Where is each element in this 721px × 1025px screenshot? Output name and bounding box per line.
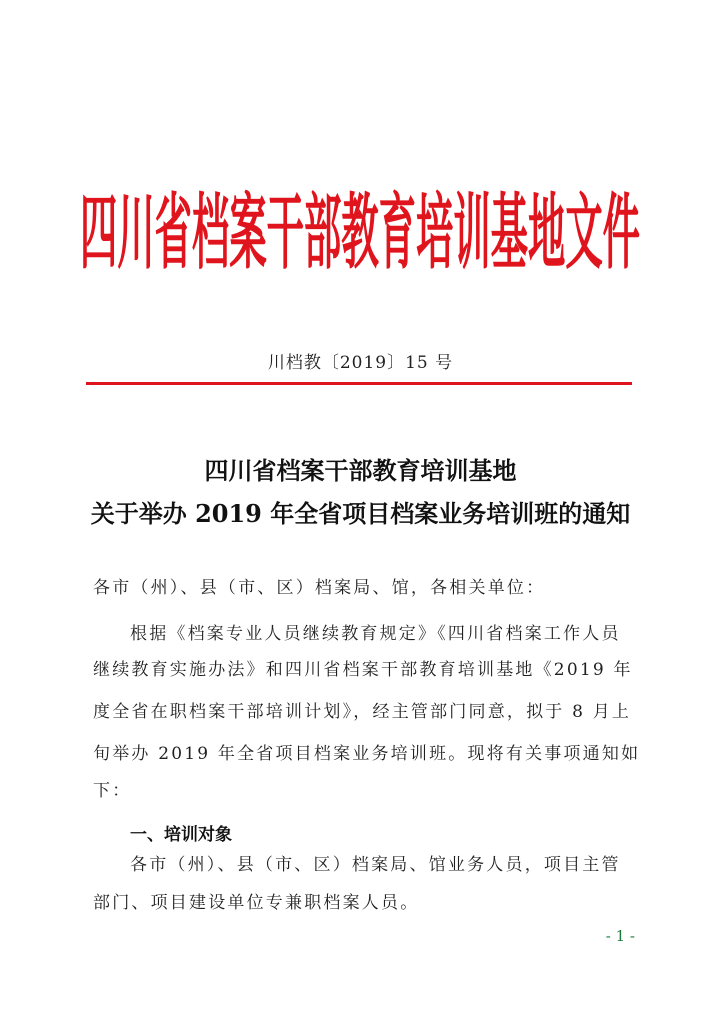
notice-title-line-1: 四川省档案干部教育培训基地 xyxy=(204,456,517,485)
header-title: 四川省档案干部教育培训基地文件 xyxy=(80,184,640,281)
section-heading: 一、培训对象 xyxy=(130,825,232,845)
paragraph-line: 各市（州）、县（市、区）档案局、馆业务人员，项目主管 xyxy=(130,855,621,875)
paragraph-line: 度全省在职档案干部培训计划》，经主管部门同意，拟于 8 月上 xyxy=(93,702,632,722)
red-header xyxy=(80,180,640,290)
paragraph-line: 继续教育实施办法》和四川省档案干部教育培训基地《2019 年 xyxy=(93,660,633,680)
page-number: - 1 - xyxy=(605,927,635,945)
paragraph-line: 旬举办 2019 年全省项目档案业务培训班。现将有关事项通知如 xyxy=(93,744,641,764)
salutation: 各市（州）、县（市、区）档案局、馆，各相关单位： xyxy=(93,578,546,598)
paragraph-line: 根据《档案专业人员继续教育规定》《四川省档案工作人员 xyxy=(130,624,621,644)
document-number: 川档教〔2019〕15 号 xyxy=(267,353,454,373)
red-divider xyxy=(86,382,632,385)
paragraph-line: 部门、项目建设单位专兼职档案人员。 xyxy=(93,893,420,913)
paragraph-line: 下： xyxy=(93,781,132,801)
notice-title-line-2: 关于举办 2019 年全省项目档案业务培训班的通知 xyxy=(90,499,631,528)
